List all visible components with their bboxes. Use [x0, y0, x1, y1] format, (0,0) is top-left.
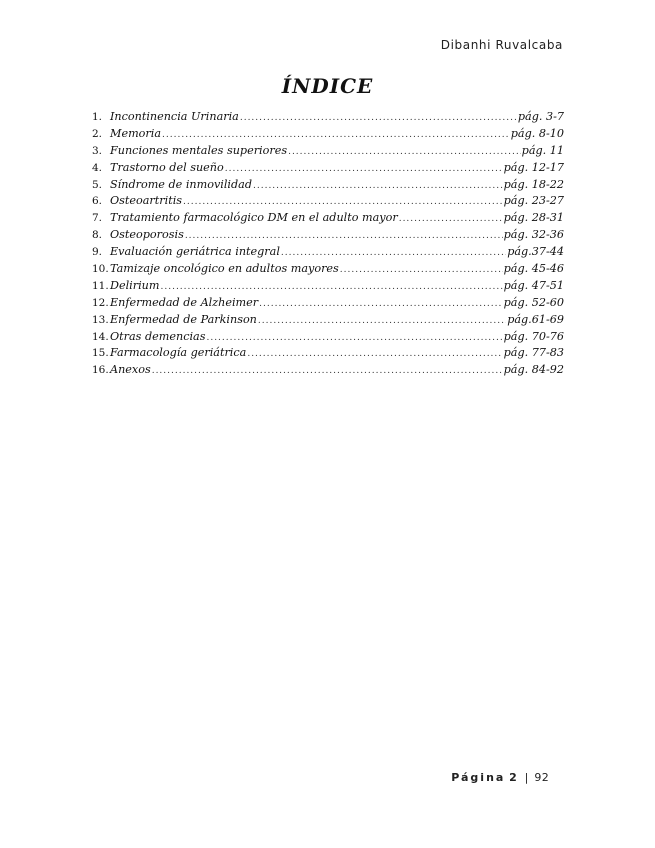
- toc-label: Otras demencias: [110, 329, 206, 343]
- toc-entry-1[interactable]: [92, 109, 564, 126]
- toc-entry-13[interactable]: [92, 312, 564, 329]
- toc-number: 15.: [92, 347, 109, 360]
- toc-number: 7.: [92, 212, 103, 225]
- toc-leader: [247, 346, 502, 362]
- toc-number: 6.: [92, 195, 103, 208]
- toc-page: pág.61-69: [507, 312, 564, 326]
- toc-label: Funciones mentales superiores: [110, 143, 288, 157]
- toc-label: Enfermedad de Parkinson: [110, 312, 257, 326]
- toc-number: 14.: [92, 330, 109, 343]
- toc-label: Osteoporosis: [110, 228, 184, 242]
- toc-number: 13.: [92, 313, 109, 326]
- toc-number: 2.: [92, 127, 103, 140]
- toc-page: pág. 77-83: [503, 346, 564, 360]
- toc-label: Incontinencia Urinaria: [110, 110, 239, 123]
- toc-number: 10.: [92, 263, 109, 276]
- toc-leader: [258, 313, 506, 329]
- toc-label: Trastorno del sueño: [110, 160, 224, 174]
- toc-leader: [161, 279, 503, 295]
- toc-label: Evaluación geriátrica integral: [110, 245, 280, 259]
- toc-page: pág. 11: [521, 143, 564, 157]
- toc-page: pág. 47-51: [503, 278, 564, 292]
- toc-page: pág. 32-36: [503, 228, 564, 242]
- toc-leader: [399, 211, 503, 227]
- toc-entry-3[interactable]: [92, 143, 564, 160]
- toc-label: Delirium: [110, 278, 160, 292]
- toc-page: pág. 28-31: [503, 211, 564, 225]
- author-name: Dibanhi Ruvalcaba: [440, 38, 563, 52]
- toc-page: pág. 70-76: [503, 329, 564, 343]
- toc-leader: [162, 127, 510, 143]
- toc-entry-14[interactable]: [92, 329, 564, 346]
- toc-leader: [225, 161, 503, 177]
- toc-entry-4[interactable]: [92, 160, 564, 177]
- toc-entry-9[interactable]: [92, 244, 564, 261]
- toc-entry-10[interactable]: [92, 261, 564, 278]
- toc-entry-15[interactable]: [92, 345, 564, 362]
- toc-leader: [253, 178, 503, 194]
- toc-page: pág. 3-7: [517, 110, 564, 123]
- toc-number: 3.: [92, 144, 103, 157]
- table-of-contents: [92, 109, 564, 379]
- toc-entry-11[interactable]: [92, 278, 564, 295]
- footer-separator: |: [524, 771, 529, 784]
- toc-page: pág. 18-22: [503, 177, 564, 191]
- total-pages: 92: [534, 771, 549, 784]
- toc-leader: [281, 245, 506, 261]
- toc-leader: [288, 144, 521, 160]
- toc-page: pág. 12-17: [503, 160, 564, 174]
- toc-entry-8[interactable]: [92, 227, 564, 244]
- toc-page: pág. 52-60: [503, 295, 564, 309]
- toc-page: pág. 84-92: [503, 363, 564, 377]
- toc-leader: [240, 110, 517, 126]
- toc-number: 4.: [92, 161, 103, 174]
- toc-leader: [340, 262, 503, 278]
- toc-label: Farmacología geriátrica: [110, 346, 247, 360]
- toc-label: Osteoartritis: [110, 194, 183, 208]
- toc-page: pág. 23-27: [503, 194, 564, 208]
- toc-number: 16.: [92, 364, 109, 377]
- toc-label: Enfermedad de Alzheimer: [110, 295, 259, 309]
- toc-label: Tratamiento farmacológico DM en el adulto mayor: [110, 211, 398, 225]
- toc-entry-5[interactable]: [92, 177, 564, 194]
- toc-number: 5.: [92, 178, 103, 191]
- toc-number: 11.: [92, 279, 109, 292]
- page-number: 2: [509, 771, 519, 784]
- toc-number: 12.: [92, 296, 109, 309]
- toc-page: pág.37-44: [507, 245, 564, 259]
- toc-label: Síndrome de inmovilidad: [110, 177, 252, 191]
- toc-label: Tamizaje oncológico en adultos mayores: [110, 262, 339, 276]
- page-title: ÍNDICE: [281, 74, 374, 98]
- toc-entry-12[interactable]: [92, 295, 564, 312]
- toc-entry-2[interactable]: [92, 126, 564, 143]
- toc-number: 9.: [92, 246, 103, 259]
- toc-leader: [183, 194, 503, 210]
- toc-page: pág. 45-46: [503, 262, 564, 276]
- toc-entry-7[interactable]: [92, 210, 564, 227]
- toc-leader: [152, 363, 503, 379]
- toc-leader: [259, 296, 503, 312]
- page-footer: [451, 771, 549, 784]
- toc-entry-6[interactable]: [92, 193, 564, 210]
- toc-leader: [185, 228, 503, 244]
- toc-number: 8.: [92, 229, 103, 242]
- toc-page: pág. 8-10: [510, 126, 564, 140]
- toc-leader: [206, 330, 502, 346]
- toc-label: Anexos: [110, 363, 151, 377]
- page-label: Página: [451, 771, 506, 784]
- toc-label: Memoria: [110, 126, 162, 140]
- toc-entry-16[interactable]: [92, 362, 564, 379]
- toc-number: 1.: [92, 111, 103, 123]
